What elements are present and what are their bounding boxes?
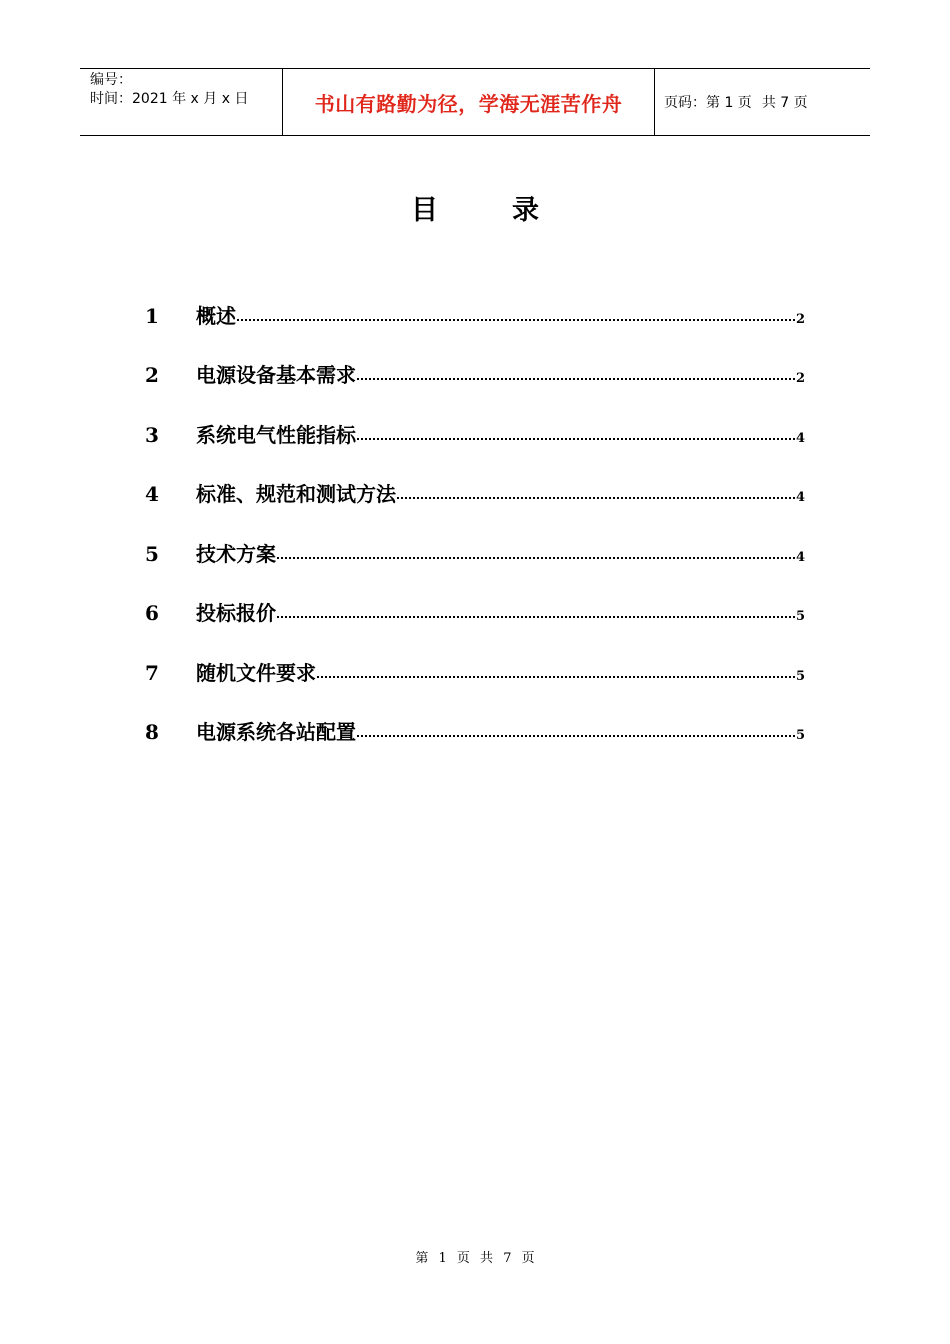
toc-entry-page: 5 <box>795 669 805 684</box>
toc-dot-leader <box>277 557 795 559</box>
toc-entry[interactable] <box>145 478 805 512</box>
toc-entry-title: 系统电气性能指标 <box>196 423 356 447</box>
page-footer: 第 1 页 共 7 页 <box>415 1251 535 1266</box>
toc-entry-page: 4 <box>795 431 805 446</box>
toc-entry-title: 电源系统各站配置 <box>196 720 356 744</box>
toc-entry-page: 4 <box>795 490 805 505</box>
toc-dot-leader <box>357 735 795 737</box>
toc-entry-title: 标准、规范和测试方法 <box>196 482 396 506</box>
toc-dot-leader <box>357 378 795 380</box>
toc-entry-title: 技术方案 <box>196 542 276 566</box>
toc-entry-number: 3 <box>145 423 159 447</box>
header-motto: 书山有路勤为径，学海无涯苦作舟 <box>282 69 655 135</box>
toc-entry[interactable] <box>145 419 805 453</box>
toc-entry-page: 5 <box>795 609 805 624</box>
toc-dot-leader <box>397 497 795 499</box>
toc-entry-number: 6 <box>145 601 159 625</box>
toc-entry[interactable] <box>145 716 805 750</box>
toc-dot-leader <box>317 676 795 678</box>
toc-entry-page: 4 <box>795 550 805 565</box>
toc-entry-number: 8 <box>145 720 159 744</box>
header-meta <box>80 69 282 135</box>
page-header <box>80 68 870 136</box>
toc-entry-title: 随机文件要求 <box>196 661 316 685</box>
header-total-pages: 共 7 页 <box>761 95 808 111</box>
toc-entry[interactable] <box>145 538 805 572</box>
document-time-label: 时间：2021 年 x 月 x 日 <box>90 91 249 107</box>
toc-dot-leader <box>357 438 795 440</box>
toc-entry-number: 1 <box>145 304 159 328</box>
toc-entry[interactable] <box>145 300 805 334</box>
toc-dot-leader <box>277 616 795 618</box>
header-page-info <box>655 69 870 135</box>
toc-title: 目录 <box>411 195 613 226</box>
toc-entry-number: 5 <box>145 542 159 566</box>
toc-entry-title: 投标报价 <box>196 601 276 625</box>
toc-dot-leader <box>237 319 795 321</box>
toc-entry-title: 概述 <box>196 304 236 328</box>
toc-entry-page: 2 <box>795 371 805 386</box>
toc-entry-page: 5 <box>795 728 805 743</box>
toc-entry-title: 电源设备基本需求 <box>196 363 356 387</box>
toc-entry[interactable] <box>145 597 805 631</box>
toc-entry-number: 2 <box>145 363 159 387</box>
toc-entry[interactable] <box>145 657 805 691</box>
header-page-number: 页码：第 1 页 <box>664 95 752 111</box>
toc-entry-number: 4 <box>145 482 159 506</box>
document-number-label: 编号： <box>90 72 132 88</box>
toc-entry[interactable] <box>145 359 805 393</box>
toc-entry-page: 2 <box>795 312 805 327</box>
toc-entry-number: 7 <box>145 661 159 685</box>
